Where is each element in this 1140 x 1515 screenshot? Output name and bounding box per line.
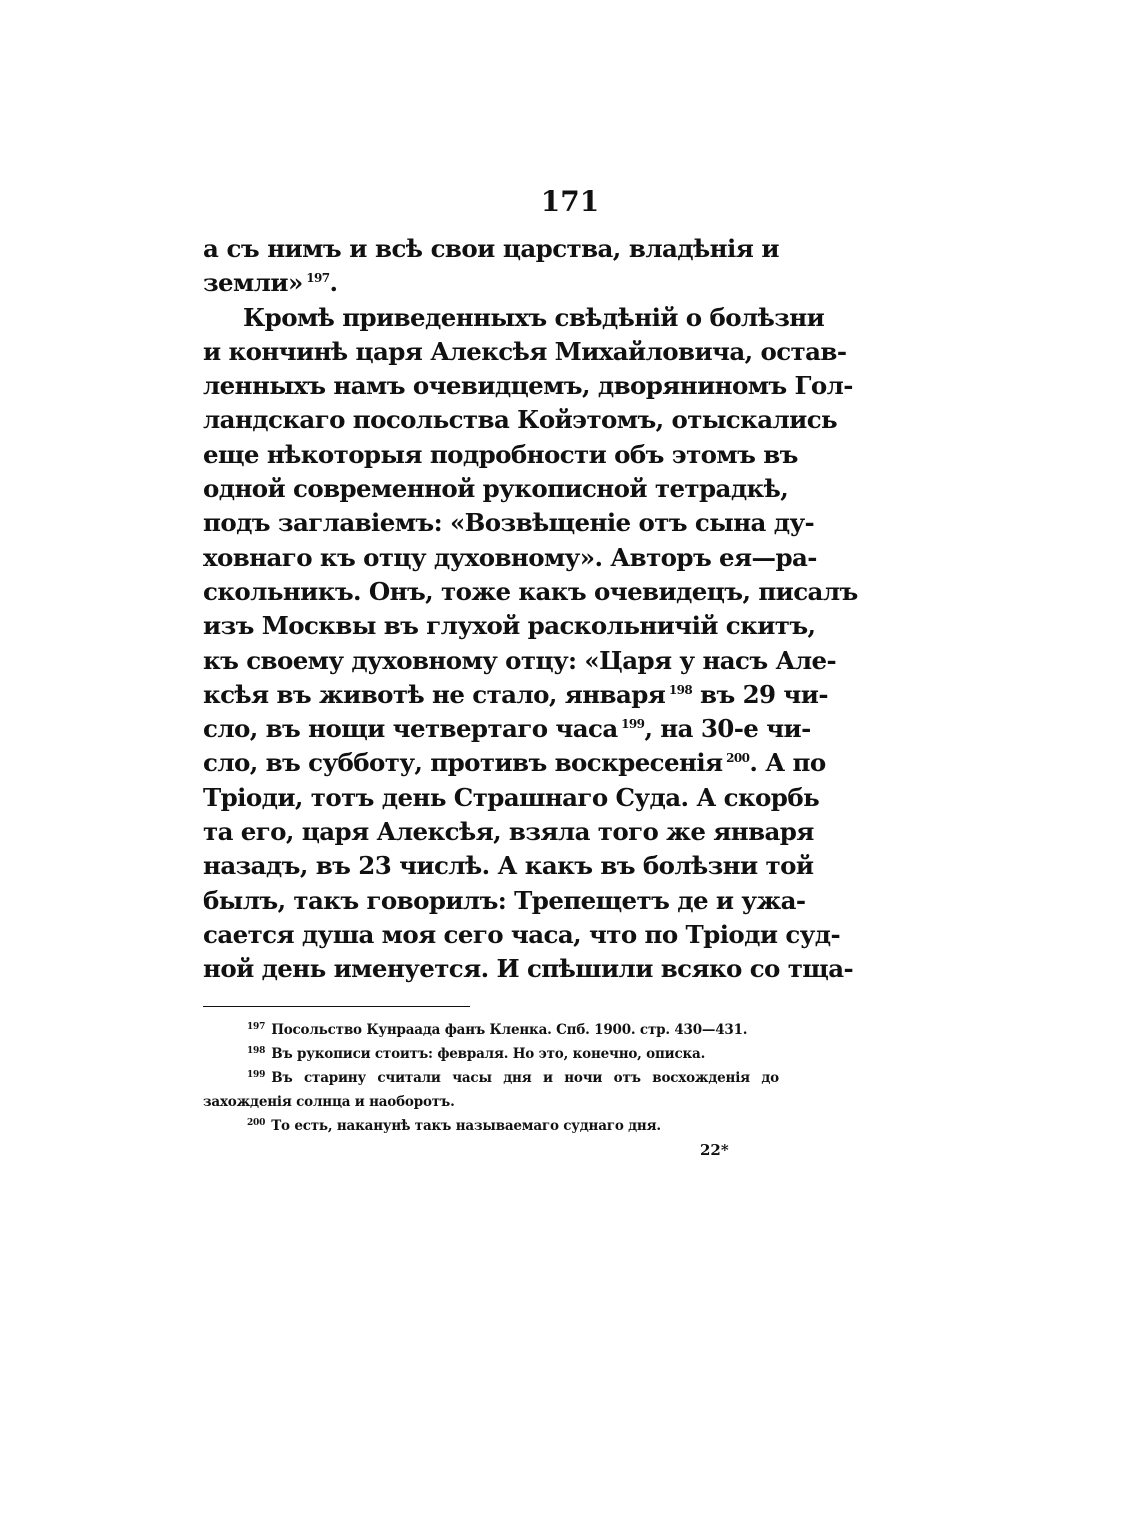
text-line [203, 918, 841, 952]
footnote-ref: 199 [617, 717, 645, 731]
text-line-content: ной день именуется. И спѣшили всяко со тща- [203, 954, 854, 984]
footnote [203, 1066, 779, 1090]
text-line-content: назадъ, въ 23 числѣ. А какъ въ болѣзни той [203, 851, 814, 881]
text-line [203, 472, 789, 506]
footnote-text: Въ рукописи стоитъ: февраля. Но это, конечно, описка. [271, 1046, 706, 1062]
text-line [203, 541, 817, 575]
text-line-content: подъ заглавіемъ: «Возвѣщеніе отъ сына ду- [203, 508, 815, 538]
text-line [203, 644, 837, 678]
text-line [203, 506, 815, 540]
footnote-text: Посольство Кунраада фанъ Кленка. Спб. 1900. стр. 430—431. [271, 1022, 748, 1038]
text-line-content: сло, въ субботу, противъ воскресенія [203, 748, 723, 778]
footnote-number: 198 [247, 1045, 266, 1056]
signature-mark: 22* [700, 1141, 729, 1159]
footnote-continuation: захожденія солнца и наоборотъ. [203, 1094, 455, 1110]
text-line-content: Тріоди, тотъ день Страшнаго Суда. А скорбь [203, 782, 820, 812]
footnote [203, 1018, 779, 1042]
footnote [203, 1042, 779, 1066]
footnote-number: 200 [247, 1117, 266, 1128]
footnote-number: 199 [247, 1069, 266, 1080]
text-line-content: ландскаго посольства Койэтомъ, отыскались [203, 405, 838, 435]
page-number: 171 [540, 185, 600, 218]
text-line-content: еще нѣкоторыя подробности объ этомъ въ [203, 439, 798, 469]
text-line-content: и кончинѣ царя Алексѣя Михайловича, остав- [203, 336, 847, 366]
text-line [203, 438, 798, 472]
body-text [203, 232, 858, 987]
text-line-content: къ своему духовному отцу: «Царя у насъ Але- [203, 645, 837, 675]
footnote-text: То есть, наканунѣ такъ называемаго суднаго дня. [271, 1118, 661, 1134]
text-line [203, 849, 814, 883]
text-line-content: ховнаго къ отцу духовному». Авторъ ея—ра- [203, 542, 817, 572]
footnote-ref: 198 [665, 682, 693, 697]
text-line-content: одной современной рукописной тетрадкѣ, [203, 474, 789, 504]
text-line-content: та его, царя Алексѣя, взяла того же января [203, 817, 814, 847]
text-line-content: былъ, такъ говорилъ: Трепещетъ де и ужа- [203, 885, 806, 915]
footnote-ref: 197 [302, 271, 330, 286]
text-line-tail: , на 30-е чи- [644, 714, 811, 744]
text-line [203, 575, 858, 609]
text-line [203, 952, 854, 986]
footnote-divider [203, 1006, 470, 1007]
text-line-content: изъ Москвы въ глухой раскольничій скитъ, [203, 611, 816, 641]
text-line-content: скольникъ. Онъ, тоже какъ очевидецъ, писалъ [203, 576, 858, 606]
text-line-content: сается душа моя сего часа, что по Тріоди суд- [203, 919, 841, 949]
text-line-content: ленныхъ намъ очевидцемъ, дворяниномъ Гол- [203, 371, 853, 401]
text-line-tail: . А по [749, 748, 826, 778]
text-line [203, 815, 814, 849]
text-line-tail: въ 29 чи- [692, 679, 828, 709]
text-line [203, 746, 826, 780]
text-line-content: Кромѣ приведенныхъ свѣдѣній о болѣзни [243, 302, 825, 332]
footnote-ref: 200 [722, 751, 750, 766]
text-line [203, 609, 816, 643]
footnote [203, 1114, 779, 1138]
text-line [203, 781, 820, 815]
text-line [203, 678, 828, 712]
text-line [203, 266, 779, 300]
footnote-text: Въ старину считали часы дня и ночи отъ восхожденія до [271, 1070, 779, 1086]
text-line [203, 301, 825, 335]
text-line-content: сло, въ нощи четвертаго часа [203, 714, 618, 744]
text-line-content: ксѣя въ животѣ не стало, января [203, 679, 666, 709]
text-line [203, 369, 853, 403]
footnote-number: 197 [247, 1021, 266, 1032]
text-line [203, 232, 779, 266]
text-line [203, 335, 847, 369]
text-line-content: земли» [203, 268, 303, 298]
text-line-tail: . [329, 268, 338, 298]
text-line [203, 712, 811, 746]
text-line-content: а съ нимъ и всѣ свои царства, владѣнія и [203, 234, 779, 263]
text-line [203, 884, 806, 918]
footnotes [203, 1018, 779, 1138]
text-line [203, 403, 838, 437]
